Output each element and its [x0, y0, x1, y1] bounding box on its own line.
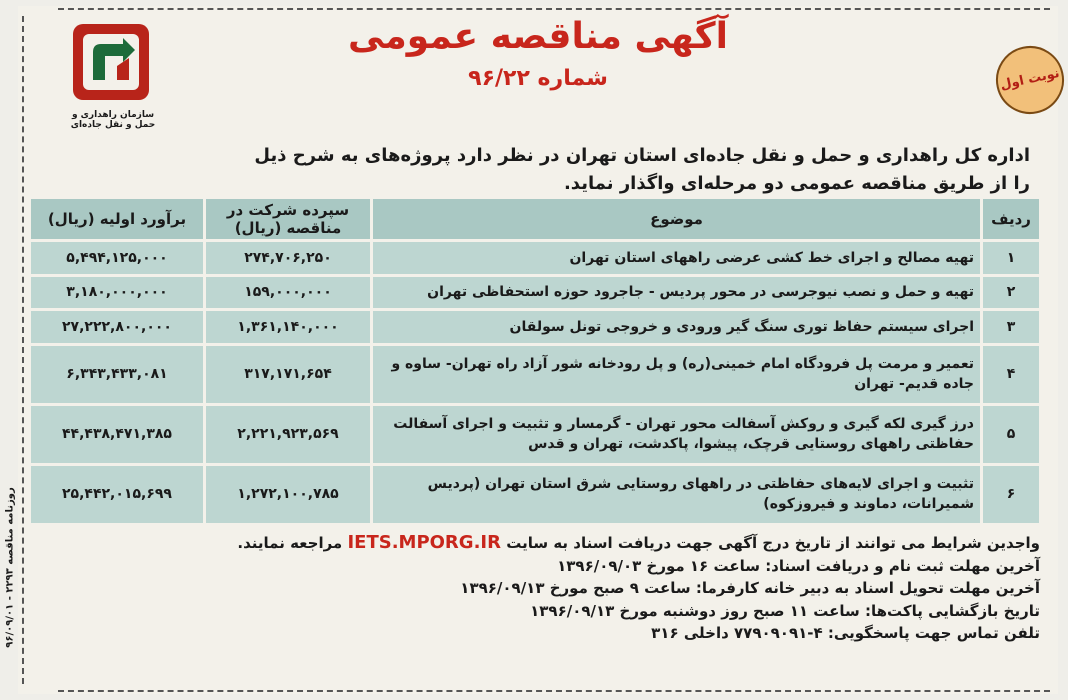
opening-value: ساعت ۱۱ صبح روز دوشنبه مورخ ۱۳۹۶/۰۹/۱۳	[530, 601, 860, 620]
table-header-row	[30, 198, 1041, 241]
table-row	[30, 275, 1041, 310]
intro-paragraph: اداره کل راهداری و حمل و نقل جاده‌ای استان تهران در نظر دارد پروژه‌های به شرح ذیل را از طریق مناقصه عمومی دو مرحله‌ای واگذار نماید.	[254, 145, 1030, 194]
deadline-label: آخرین مهلت ثبت نام و دریافت اسناد:	[765, 556, 1040, 575]
row-deposit: ۳۱۷,۱۷۱,۶۵۴	[205, 344, 372, 404]
header-row-number: ردیف	[982, 198, 1041, 241]
table-row	[30, 344, 1041, 404]
phone-value: ۴-۷۷۹۰۹۰۹۱ داخلی ۳۱۶	[651, 624, 823, 642]
row-number: ۵	[982, 404, 1041, 464]
row-estimate: ۳,۱۸۰,۰۰۰,۰۰۰	[30, 275, 205, 310]
footer-line-opening	[230, 600, 1040, 623]
phone-label: تلفن تماس جهت پاسخگویی:	[827, 624, 1040, 642]
row-deposit: ۲,۲۲۱,۹۲۳,۵۶۹	[205, 404, 372, 464]
row-estimate: ۵,۴۹۴,۱۲۵,۰۰۰	[30, 241, 205, 276]
side-note-text: روزنامه مناقصه ۲۲۹۳ - ۹۶/۰۹/۰۱	[4, 487, 16, 648]
row-number: ۴	[982, 344, 1041, 404]
footer-line-phone	[230, 622, 1040, 645]
row-estimate: ۲۷,۲۲۲,۸۰۰,۰۰۰	[30, 310, 205, 345]
table-row	[30, 241, 1041, 276]
row-subject: درز گیری لکه گیری و روکش آسفالت محور تهران - گرمسار و تثبیت و اجرای آسفالت حفاظتی راههای روستایی قرچک، پیشوا، پاکدشت، تهران و قدس	[372, 404, 982, 464]
notice-number: شماره ۹۶/۲۲	[468, 66, 608, 91]
site-outro-text: مراجعه نمایند.	[237, 534, 343, 552]
footer-details	[230, 532, 1040, 645]
row-estimate: ۶,۳۴۳,۴۳۳,۰۸۱	[30, 344, 205, 404]
row-number: ۳	[982, 310, 1041, 345]
opening-label: تاریخ بازگشایی پاکت‌ها:	[864, 601, 1040, 620]
delivery-label: آخرین مهلت تحویل اسناد	[854, 579, 1040, 597]
site-intro-text: واجدین شرایط می توانند از تاریخ درج آگهی جهت دریافت اسناد به سایت	[506, 534, 1040, 552]
footer-line-deadline	[230, 555, 1040, 578]
row-number: ۶	[982, 464, 1041, 524]
delivery-value: به دبیر خانه کارفرما: ساعت ۹ صبح مورخ ۱۳۹۶/۰۹/۱۳	[460, 579, 850, 597]
site-link[interactable]: IETS.MPORG.IR	[347, 532, 501, 553]
deadline-value: ساعت ۱۶ مورخ ۱۳۹۶/۰۹/۰۳	[557, 556, 760, 575]
row-estimate: ۴۴,۴۳۸,۴۷۱,۳۸۵	[30, 404, 205, 464]
row-deposit: ۱۵۹,۰۰۰,۰۰۰	[205, 275, 372, 310]
row-subject: اجرای سیستم حفاظ توری سنگ گیر ورودی و خروجی تونل سولقان	[372, 310, 982, 345]
row-number: ۲	[982, 275, 1041, 310]
row-estimate: ۲۵,۴۴۲,۰۱۵,۶۹۹	[30, 464, 205, 524]
row-subject: تهیه و حمل و نصب نیوجرسی در محور پردیس - جاجرود حوزه استحفاظی تهران	[372, 275, 982, 310]
footer-line-site	[230, 532, 1040, 555]
cut-line-bottom	[58, 690, 1050, 692]
table-row	[30, 404, 1041, 464]
table-row	[30, 310, 1041, 345]
side-note	[0, 452, 22, 692]
cut-line-top	[58, 8, 1050, 10]
row-deposit: ۱,۳۶۱,۱۴۰,۰۰۰	[205, 310, 372, 345]
footer-line-delivery	[230, 577, 1040, 600]
row-deposit: ۱,۲۷۲,۱۰۰,۷۸۵	[205, 464, 372, 524]
header-deposit: سپرده شرکت در مناقصه (ریال)	[205, 198, 372, 241]
row-subject: تعمیر و مرمت پل فرودگاه امام خمینی(ره) و پل رودخانه شور آزاد راه تهران- ساوه و جاده قدیم- تهران	[372, 344, 982, 404]
logo-caption: سازمان راهداری و حمل و نقل جاده‌ای	[70, 110, 156, 130]
table-row	[30, 464, 1041, 524]
header-estimate: برآورد اولیه (ریال)	[30, 198, 205, 241]
round-badge: نوبت اول	[990, 40, 1068, 121]
header-subject: موضوع	[372, 198, 982, 241]
row-deposit: ۲۷۴,۷۰۶,۲۵۰	[205, 241, 372, 276]
cut-line-left	[22, 16, 24, 684]
row-number: ۱	[982, 241, 1041, 276]
row-subject: تهیه مصالح و اجرای خط کشی عرضی راههای استان تهران	[372, 241, 982, 276]
row-subject: تثبیت و اجرای لایه‌های حفاظتی در راههای روستایی شرق استان تهران (پردیس شمیرانات، دماوند و فیروزکوه)	[372, 464, 982, 524]
notice-title: آگهی مناقصه عمومی	[348, 16, 728, 57]
projects-table	[28, 196, 1042, 526]
